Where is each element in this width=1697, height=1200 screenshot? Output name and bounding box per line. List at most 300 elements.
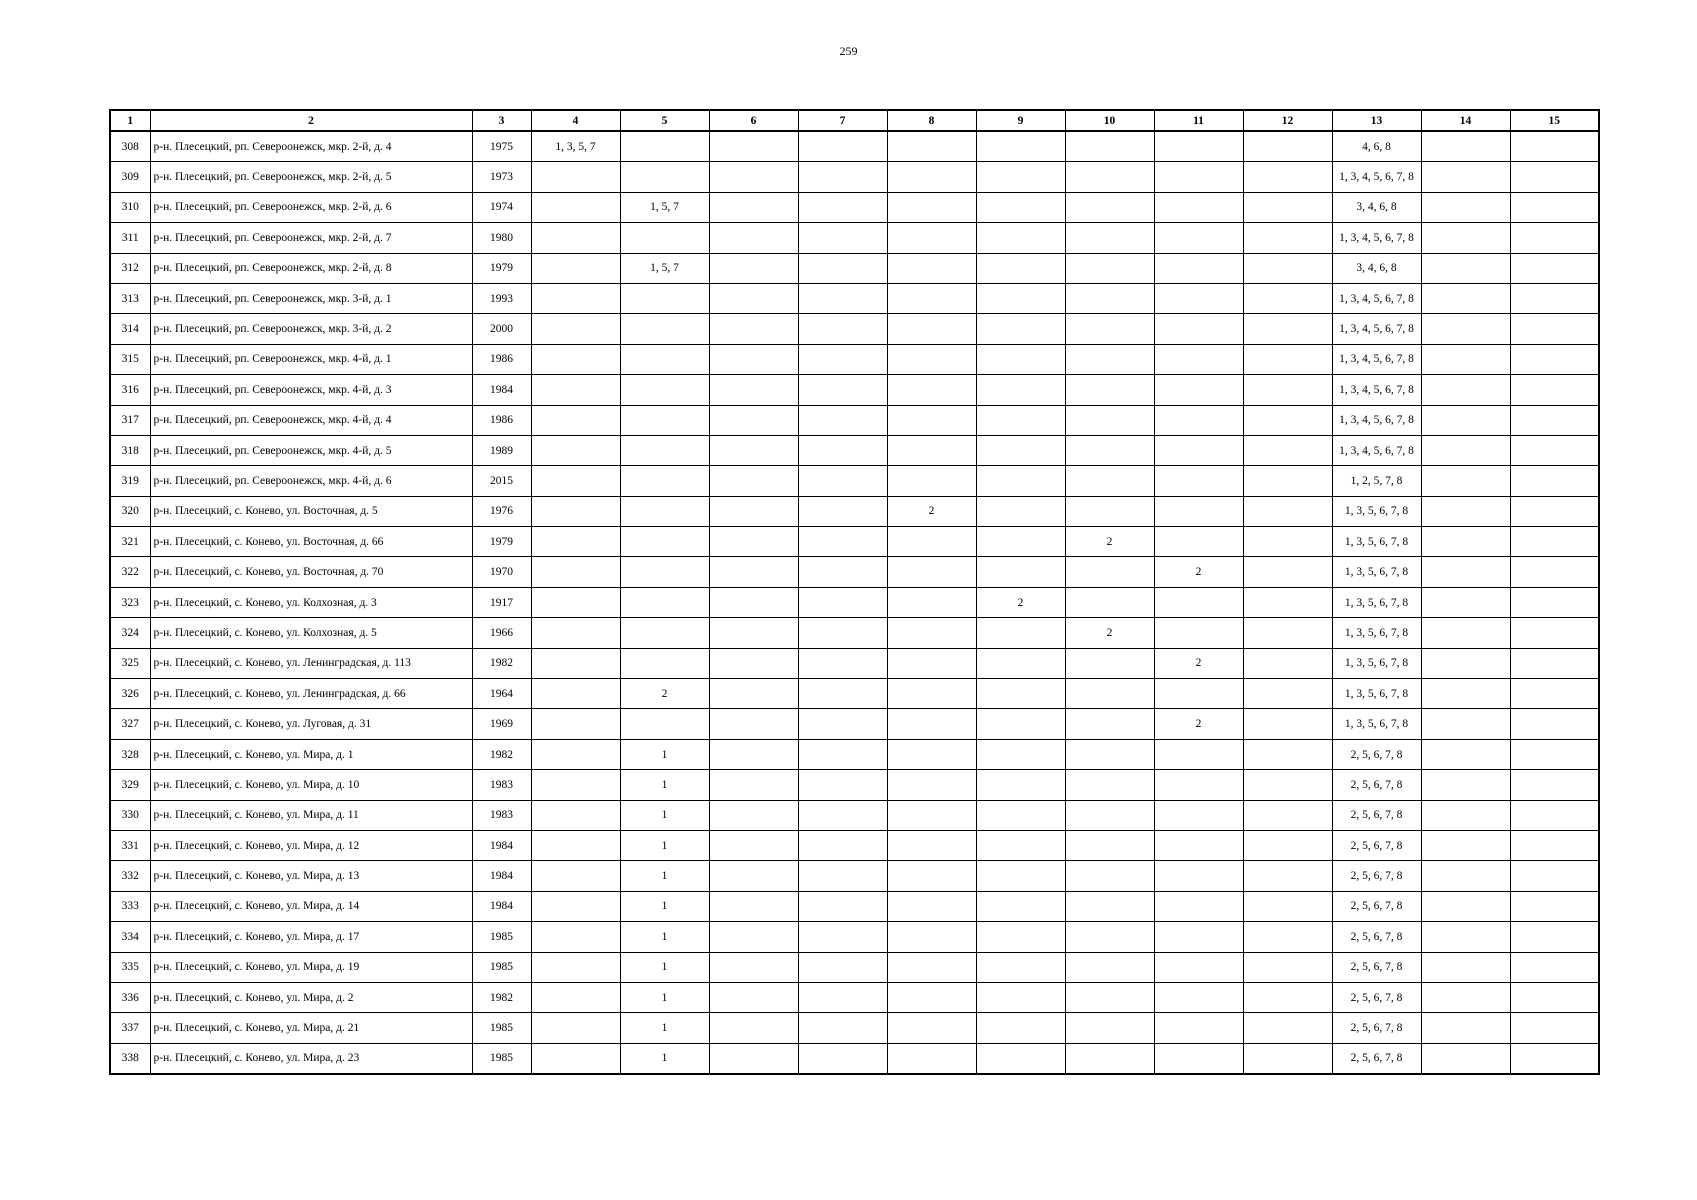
table-cell	[1510, 982, 1599, 1012]
row-number-cell: 308	[110, 131, 150, 162]
row-number-cell: 315	[110, 344, 150, 374]
table-cell	[887, 131, 976, 162]
table-cell	[1243, 618, 1332, 648]
address-cell: р-н. Плесецкий, с. Конево, ул. Восточная, д. 5	[150, 496, 472, 526]
table-cell	[1421, 679, 1510, 709]
table-cell: 2, 5, 6, 7, 8	[1332, 739, 1421, 769]
address-cell: р-н. Плесецкий, с. Конево, ул. Мира, д. 12	[150, 830, 472, 860]
table-cell	[1065, 557, 1154, 587]
table-cell: 2, 5, 6, 7, 8	[1332, 1043, 1421, 1074]
table-body	[110, 131, 1599, 1074]
registry-table	[109, 109, 1600, 1075]
table-cell	[798, 770, 887, 800]
table-row	[110, 527, 1599, 557]
address-cell: р-н. Плесецкий, с. Конево, ул. Мира, д. 21	[150, 1013, 472, 1043]
table-cell	[798, 709, 887, 739]
table-cell	[1065, 952, 1154, 982]
row-number-cell: 327	[110, 709, 150, 739]
table-cell	[887, 648, 976, 678]
table-cell	[976, 283, 1065, 313]
table-cell	[709, 192, 798, 222]
column-header-3: 3	[472, 110, 531, 131]
row-number-cell: 329	[110, 770, 150, 800]
table-cell	[798, 739, 887, 769]
table-row	[110, 314, 1599, 344]
row-number-cell: 336	[110, 982, 150, 1012]
table-row	[110, 435, 1599, 465]
table-cell: 1, 3, 4, 5, 6, 7, 8	[1332, 223, 1421, 253]
table-cell: 2000	[472, 314, 531, 344]
table-cell	[620, 405, 709, 435]
table-cell	[1421, 739, 1510, 769]
table-cell	[531, 192, 620, 222]
table-cell	[1510, 405, 1599, 435]
table-cell	[1243, 344, 1332, 374]
table-cell: 2	[976, 587, 1065, 617]
table-row	[110, 375, 1599, 405]
table-cell	[798, 952, 887, 982]
table-cell	[620, 496, 709, 526]
table-cell: 1983	[472, 800, 531, 830]
table-cell	[1243, 952, 1332, 982]
table-cell	[531, 618, 620, 648]
row-number-cell: 317	[110, 405, 150, 435]
table-cell: 1989	[472, 435, 531, 465]
table-cell	[1421, 527, 1510, 557]
table-cell	[1243, 1043, 1332, 1074]
table-cell	[709, 223, 798, 253]
table-cell	[1421, 709, 1510, 739]
table-cell	[531, 587, 620, 617]
table-cell	[976, 557, 1065, 587]
table-cell	[531, 314, 620, 344]
table-cell: 1974	[472, 192, 531, 222]
table-cell: 1, 5, 7	[620, 192, 709, 222]
column-header-7: 7	[798, 110, 887, 131]
table-cell	[1154, 192, 1243, 222]
table-cell	[887, 192, 976, 222]
row-number-cell: 314	[110, 314, 150, 344]
table-cell: 1, 3, 4, 5, 6, 7, 8	[1332, 283, 1421, 313]
table-cell	[887, 435, 976, 465]
table-row	[110, 405, 1599, 435]
table-cell	[531, 466, 620, 496]
table-cell	[887, 1013, 976, 1043]
table-cell	[709, 618, 798, 648]
table-cell: 1983	[472, 770, 531, 800]
address-cell: р-н. Плесецкий, с. Конево, ул. Ленинградская, д. 113	[150, 648, 472, 678]
table-cell	[531, 405, 620, 435]
row-number-cell: 328	[110, 739, 150, 769]
table-cell: 1, 3, 5, 6, 7, 8	[1332, 527, 1421, 557]
table-row	[110, 648, 1599, 678]
table-cell	[798, 648, 887, 678]
table-cell	[1154, 496, 1243, 526]
address-cell: р-н. Плесецкий, рп. Североонежск, мкр. 2-й, д. 4	[150, 131, 472, 162]
table-cell	[976, 679, 1065, 709]
table-cell	[709, 496, 798, 526]
table-cell	[531, 770, 620, 800]
table-cell	[1421, 344, 1510, 374]
table-cell	[1243, 709, 1332, 739]
table-cell: 1, 3, 5, 6, 7, 8	[1332, 618, 1421, 648]
table-cell	[531, 283, 620, 313]
table-row	[110, 922, 1599, 952]
table-cell: 1984	[472, 861, 531, 891]
address-cell: р-н. Плесецкий, с. Конево, ул. Мира, д. 17	[150, 922, 472, 952]
table-cell	[1065, 830, 1154, 860]
table-cell	[798, 1043, 887, 1074]
table-cell: 4, 6, 8	[1332, 131, 1421, 162]
table-cell	[1421, 891, 1510, 921]
table-cell	[620, 223, 709, 253]
table-cell	[531, 344, 620, 374]
table-cell	[709, 587, 798, 617]
table-cell	[798, 618, 887, 648]
table-cell	[531, 496, 620, 526]
address-cell: р-н. Плесецкий, рп. Североонежск, мкр. 4-й, д. 4	[150, 405, 472, 435]
table-cell	[798, 982, 887, 1012]
table-cell	[1065, 192, 1154, 222]
table-row	[110, 982, 1599, 1012]
table-cell	[1154, 435, 1243, 465]
table-cell: 1	[620, 800, 709, 830]
table-cell	[1154, 314, 1243, 344]
table-cell: 2, 5, 6, 7, 8	[1332, 891, 1421, 921]
table-cell	[1243, 800, 1332, 830]
row-number-cell: 326	[110, 679, 150, 709]
table-cell: 1993	[472, 283, 531, 313]
table-cell	[798, 922, 887, 952]
table-cell	[531, 1043, 620, 1074]
table-row	[110, 679, 1599, 709]
table-cell	[1243, 527, 1332, 557]
address-cell: р-н. Плесецкий, с. Конево, ул. Мира, д. 14	[150, 891, 472, 921]
table-cell	[1510, 618, 1599, 648]
table-cell: 2, 5, 6, 7, 8	[1332, 952, 1421, 982]
table-cell	[887, 466, 976, 496]
address-cell: р-н. Плесецкий, с. Конево, ул. Восточная, д. 70	[150, 557, 472, 587]
column-header-5: 5	[620, 110, 709, 131]
table-row	[110, 557, 1599, 587]
table-cell: 2	[1154, 648, 1243, 678]
table-cell	[1154, 162, 1243, 192]
table-cell	[798, 314, 887, 344]
table-cell	[1510, 283, 1599, 313]
column-header-4: 4	[531, 110, 620, 131]
table-cell	[798, 800, 887, 830]
table-cell	[620, 344, 709, 374]
table-cell	[531, 891, 620, 921]
table-cell: 1, 3, 5, 7	[531, 131, 620, 162]
table-cell	[1154, 375, 1243, 405]
table-row	[110, 253, 1599, 283]
table-cell	[1243, 770, 1332, 800]
table-cell	[709, 861, 798, 891]
row-number-cell: 320	[110, 496, 150, 526]
table-cell	[1154, 739, 1243, 769]
table-cell	[709, 557, 798, 587]
table-cell	[1421, 162, 1510, 192]
row-number-cell: 310	[110, 192, 150, 222]
table-cell	[531, 739, 620, 769]
table-cell	[1154, 891, 1243, 921]
table-row	[110, 466, 1599, 496]
table-row	[110, 1013, 1599, 1043]
column-header-11: 11	[1154, 110, 1243, 131]
table-row	[110, 891, 1599, 921]
table-cell	[976, 770, 1065, 800]
table-cell	[531, 861, 620, 891]
table-cell	[976, 527, 1065, 557]
table-cell: 1976	[472, 496, 531, 526]
table-cell: 1, 3, 4, 5, 6, 7, 8	[1332, 375, 1421, 405]
table-cell	[1510, 1043, 1599, 1074]
table-cell	[709, 162, 798, 192]
table-cell: 2, 5, 6, 7, 8	[1332, 982, 1421, 1012]
table-cell	[1154, 466, 1243, 496]
table-cell	[709, 770, 798, 800]
table-cell	[887, 618, 976, 648]
address-cell: р-н. Плесецкий, рп. Североонежск, мкр. 4-й, д. 1	[150, 344, 472, 374]
table-cell	[798, 527, 887, 557]
table-cell	[798, 131, 887, 162]
table-cell: 3, 4, 6, 8	[1332, 192, 1421, 222]
address-cell: р-н. Плесецкий, с. Конево, ул. Мира, д. 13	[150, 861, 472, 891]
table-cell	[1154, 527, 1243, 557]
table-cell	[1421, 375, 1510, 405]
table-cell	[976, 162, 1065, 192]
table-cell	[1243, 587, 1332, 617]
table-cell	[1065, 496, 1154, 526]
table-cell	[887, 253, 976, 283]
column-header-15: 15	[1510, 110, 1599, 131]
table-cell	[798, 405, 887, 435]
table-row	[110, 131, 1599, 162]
table-cell	[976, 1013, 1065, 1043]
table-cell	[709, 405, 798, 435]
table-cell	[709, 314, 798, 344]
table-cell	[798, 344, 887, 374]
address-cell: р-н. Плесецкий, с. Конево, ул. Мира, д. 1	[150, 739, 472, 769]
table-cell	[620, 709, 709, 739]
table-cell	[531, 162, 620, 192]
table-cell	[1510, 466, 1599, 496]
table-cell	[1243, 405, 1332, 435]
table-cell	[798, 375, 887, 405]
table-cell	[798, 283, 887, 313]
table-cell: 1917	[472, 587, 531, 617]
row-number-cell: 335	[110, 952, 150, 982]
table-cell	[620, 466, 709, 496]
table-cell	[1243, 739, 1332, 769]
table-cell	[531, 435, 620, 465]
table-cell: 1985	[472, 922, 531, 952]
address-cell: р-н. Плесецкий, рп. Североонежск, мкр. 2-й, д. 6	[150, 192, 472, 222]
table-cell	[1510, 162, 1599, 192]
table-cell	[1510, 192, 1599, 222]
row-number-cell: 334	[110, 922, 150, 952]
table-cell: 1964	[472, 679, 531, 709]
table-cell	[1065, 435, 1154, 465]
table-cell	[1243, 557, 1332, 587]
table-cell: 1982	[472, 739, 531, 769]
table-cell	[976, 253, 1065, 283]
table-cell	[1243, 679, 1332, 709]
table-cell: 1979	[472, 527, 531, 557]
table-cell	[887, 223, 976, 253]
table-cell	[531, 253, 620, 283]
table-cell	[531, 375, 620, 405]
table-cell	[887, 527, 976, 557]
table-cell	[1243, 162, 1332, 192]
table-cell	[798, 1013, 887, 1043]
row-number-cell: 330	[110, 800, 150, 830]
table-cell	[976, 830, 1065, 860]
address-cell: р-н. Плесецкий, рп. Североонежск, мкр. 3-й, д. 1	[150, 283, 472, 313]
table-cell	[1154, 830, 1243, 860]
table-cell	[798, 861, 887, 891]
table-cell	[1243, 891, 1332, 921]
table-cell	[798, 679, 887, 709]
table-cell: 2	[1065, 618, 1154, 648]
table-cell	[1065, 861, 1154, 891]
table-cell: 1985	[472, 952, 531, 982]
table-cell	[1421, 314, 1510, 344]
table-cell	[798, 162, 887, 192]
table-cell	[887, 679, 976, 709]
table-cell	[1065, 770, 1154, 800]
table-cell	[887, 1043, 976, 1074]
table-cell	[1510, 830, 1599, 860]
address-cell: р-н. Плесецкий, с. Конево, ул. Мира, д. 23	[150, 1043, 472, 1074]
table-cell	[1510, 648, 1599, 678]
table-cell	[709, 253, 798, 283]
table-cell: 1, 3, 5, 6, 7, 8	[1332, 648, 1421, 678]
table-cell	[1065, 891, 1154, 921]
table-row	[110, 192, 1599, 222]
table-cell	[1065, 739, 1154, 769]
table-cell	[976, 405, 1065, 435]
table-cell	[1510, 527, 1599, 557]
table-cell	[709, 982, 798, 1012]
table-cell: 1984	[472, 891, 531, 921]
table-cell	[1065, 709, 1154, 739]
table-cell	[709, 375, 798, 405]
table-cell	[620, 618, 709, 648]
table-cell: 1	[620, 982, 709, 1012]
table-cell	[1510, 739, 1599, 769]
row-number-cell: 333	[110, 891, 150, 921]
table-cell	[1510, 344, 1599, 374]
table-cell	[976, 466, 1065, 496]
table-cell	[1065, 253, 1154, 283]
row-number-cell: 331	[110, 830, 150, 860]
table-cell: 1, 3, 4, 5, 6, 7, 8	[1332, 314, 1421, 344]
table-row	[110, 830, 1599, 860]
table-cell	[976, 435, 1065, 465]
table-cell	[1510, 435, 1599, 465]
table-cell: 1, 3, 5, 6, 7, 8	[1332, 496, 1421, 526]
table-cell	[1154, 1043, 1243, 1074]
address-cell: р-н. Плесецкий, с. Конево, ул. Луговая, д. 31	[150, 709, 472, 739]
table-cell	[798, 891, 887, 921]
table-cell	[1065, 1013, 1154, 1043]
table-cell	[1065, 922, 1154, 952]
table-cell	[620, 527, 709, 557]
table-cell	[709, 1013, 798, 1043]
table-cell	[709, 344, 798, 374]
table-cell	[887, 283, 976, 313]
table-cell	[1421, 952, 1510, 982]
table-cell	[1243, 648, 1332, 678]
table-cell	[798, 830, 887, 860]
table-cell	[531, 223, 620, 253]
table-cell	[1154, 861, 1243, 891]
table-cell	[1243, 982, 1332, 1012]
table-cell	[976, 861, 1065, 891]
table-cell	[1243, 283, 1332, 313]
table-cell	[531, 982, 620, 1012]
table-cell	[976, 344, 1065, 374]
table-row	[110, 223, 1599, 253]
address-cell: р-н. Плесецкий, рп. Североонежск, мкр. 4-й, д. 3	[150, 375, 472, 405]
table-cell	[976, 709, 1065, 739]
table-cell: 1, 2, 5, 7, 8	[1332, 466, 1421, 496]
table-cell: 1, 3, 5, 6, 7, 8	[1332, 587, 1421, 617]
table-cell	[1421, 405, 1510, 435]
table-cell	[531, 679, 620, 709]
table-cell	[709, 709, 798, 739]
table-cell: 1	[620, 770, 709, 800]
table-cell	[1510, 891, 1599, 921]
address-cell: р-н. Плесецкий, рп. Североонежск, мкр. 4-й, д. 5	[150, 435, 472, 465]
table-cell	[887, 587, 976, 617]
table-cell	[798, 223, 887, 253]
row-number-cell: 337	[110, 1013, 150, 1043]
table-cell	[1154, 405, 1243, 435]
table-cell: 2	[620, 679, 709, 709]
table-cell: 1979	[472, 253, 531, 283]
table-cell	[1065, 131, 1154, 162]
table-cell	[709, 527, 798, 557]
table-cell	[531, 527, 620, 557]
table-cell	[798, 466, 887, 496]
row-number-cell: 319	[110, 466, 150, 496]
table-cell	[798, 587, 887, 617]
table-cell	[1510, 253, 1599, 283]
table-cell	[709, 922, 798, 952]
table-cell	[1421, 496, 1510, 526]
table-cell	[709, 466, 798, 496]
table-cell	[1154, 679, 1243, 709]
row-number-cell: 323	[110, 587, 150, 617]
table-cell	[1065, 375, 1154, 405]
table-cell	[1510, 800, 1599, 830]
table-cell	[887, 800, 976, 830]
table-cell	[1243, 496, 1332, 526]
table-cell	[976, 648, 1065, 678]
table-cell	[1510, 557, 1599, 587]
table-cell: 1969	[472, 709, 531, 739]
table-cell: 1, 3, 5, 6, 7, 8	[1332, 557, 1421, 587]
table-cell: 2, 5, 6, 7, 8	[1332, 800, 1421, 830]
table-cell	[1243, 375, 1332, 405]
table-cell	[709, 952, 798, 982]
table-cell	[1154, 922, 1243, 952]
table-cell: 2, 5, 6, 7, 8	[1332, 830, 1421, 860]
table-cell	[620, 131, 709, 162]
